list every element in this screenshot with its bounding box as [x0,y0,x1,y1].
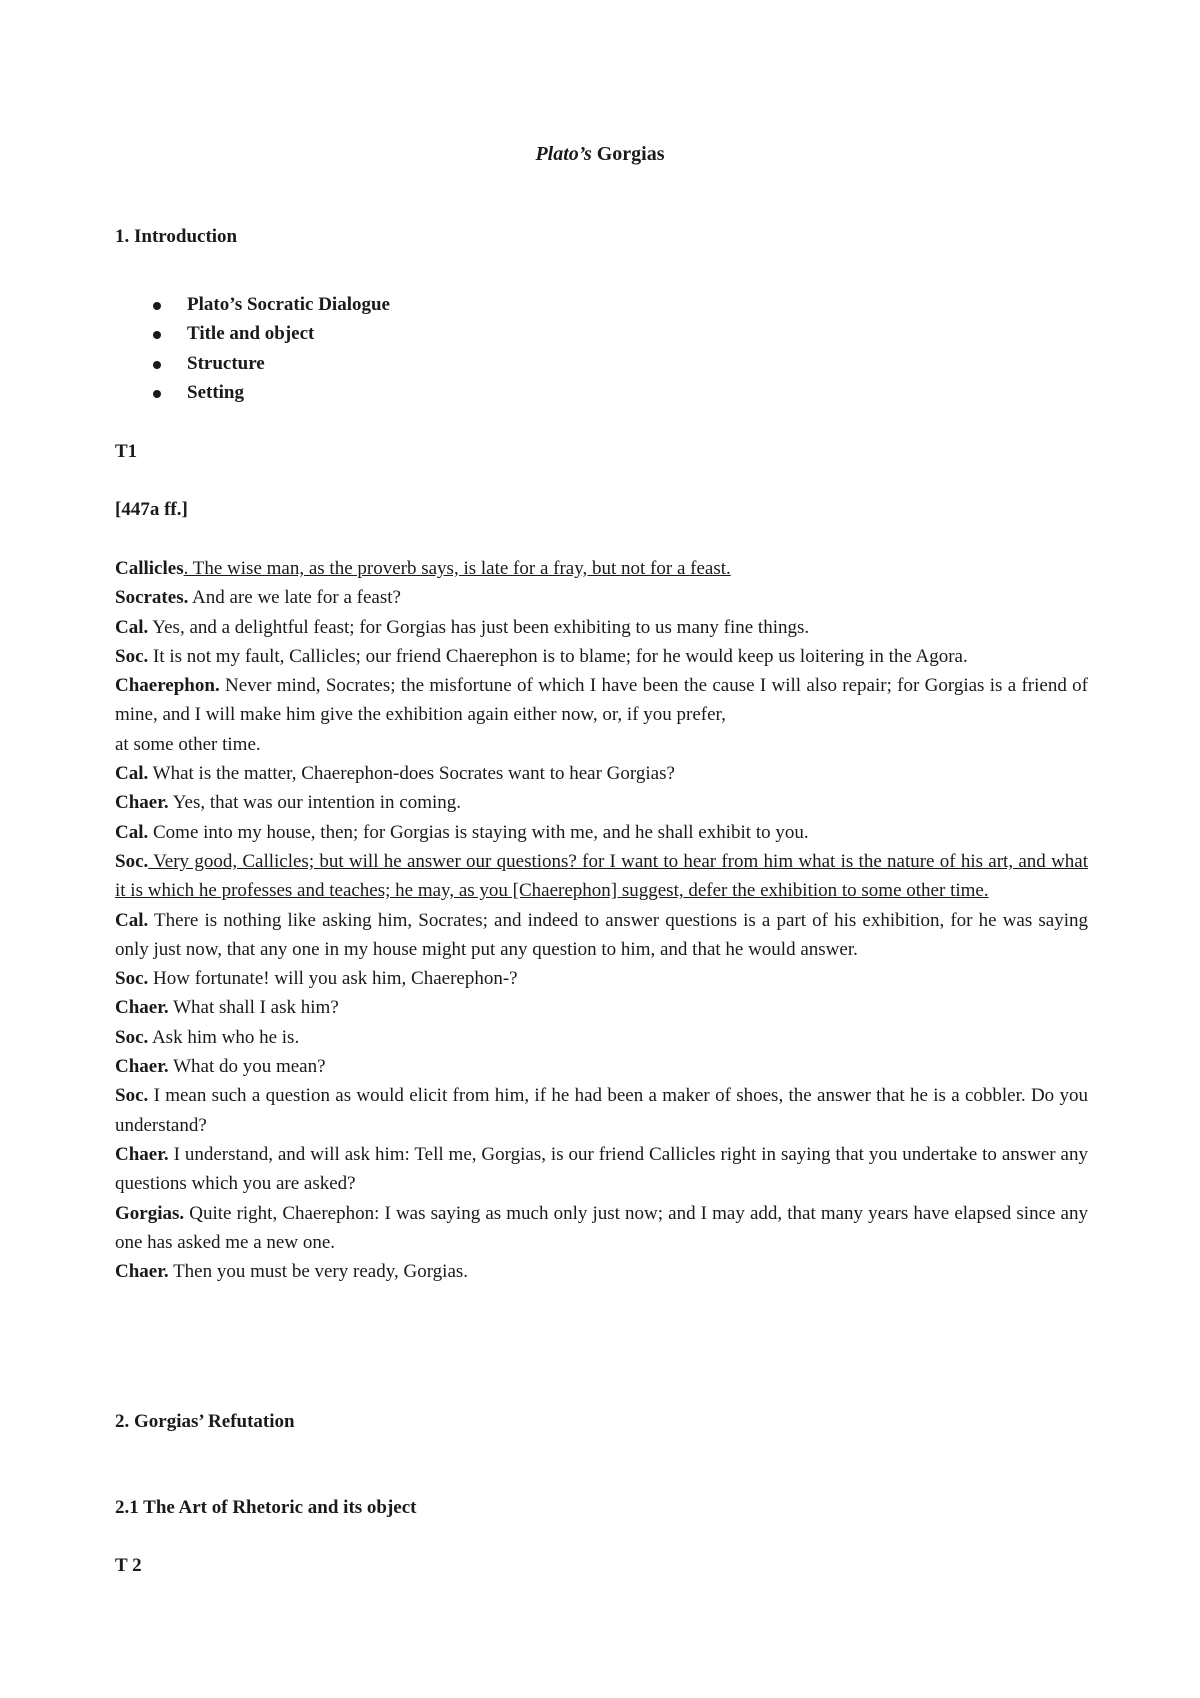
speaker-name: Cal. [115,616,149,638]
bullet-item: Structure [115,349,390,378]
text-label-t2: T 2 [115,1555,142,1576]
dialogue-line [115,583,1088,612]
intro-bullet-list [115,290,390,407]
dialogue-line [115,788,1088,817]
dialogue-line [115,613,1088,642]
bullet-item: Setting [115,378,390,407]
speaker-name: Soc. [115,968,149,990]
speech-text: Yes, and a delightful feast; for Gorgias has just been exhibiting to us many fine things. [148,616,810,638]
speech-text: What do you mean? [168,1056,326,1078]
speech-text: Ask him who he is. [148,1026,300,1048]
speaker-name: Cal. [115,763,149,785]
dialogue-line [115,1140,1088,1199]
speaker-name: Cal. [115,909,149,931]
section-heading-introduction: 1. Introduction [115,226,238,247]
dialogue-passage [115,554,1088,1286]
speaker-name: Callicles [115,558,184,579]
speech-text: Then you must be very ready, Gorgias. [168,1261,469,1283]
speech-text-continuation: at some other time. [115,733,261,755]
speech-text: I understand, and will ask him: Tell me, Gorgias, is our friend Callicles right in saying that you undertake to answer any questions which you are asked? [115,1143,1088,1195]
dialogue-line [115,1257,1088,1286]
speaker-name: Soc. [115,850,149,872]
speaker-name: Chaer. [115,1143,169,1165]
speaker-name: Gorgias. [115,1202,185,1224]
bullet-item: Title and object [115,319,390,348]
speaker-name: Chaer. [115,997,169,1019]
dialogue-line [115,554,1088,583]
speech-text: Very good, Callicles; but will he answer our questions? for I want to hear from him what is the nature of his art, and what it is which he professes and teaches; he may, as you [Chaerephon] suggest, defer the exhibition to some other time. [115,850,1088,902]
speaker-name: Soc. [115,645,149,667]
dialogue-line [115,671,1088,730]
bullet-item: Plato’s Socratic Dialogue [115,290,390,319]
speaker-name: Socrates. [115,587,189,609]
speaker-name: Cal. [115,821,149,843]
dialogue-line [115,759,1088,788]
speech-text: What is the matter, Chaerephon-does Socrates want to hear Gorgias? [148,763,675,785]
dialogue-line [115,818,1088,847]
dialogue-line [115,993,1088,1022]
speaker-name: Chaer. [115,1261,169,1283]
section-heading-gorgias-refutation: 2. Gorgias’ Refutation [115,1411,295,1432]
speech-text: Quite right, Chaerephon: I was saying as much only just now; and I may add, that many years have elapsed since any one has asked me a new one. [115,1202,1088,1253]
passage-reference: [447a ff.] [115,499,188,520]
text-label-t1: T1 [115,441,138,462]
title-italic: Plato’s [535,143,592,165]
document-title [0,143,1200,166]
speaker-name: Soc. [115,1085,149,1107]
speech-text: Yes, that was our intention in coming. [168,792,462,814]
speech-text: Never mind, Socrates; the misfortune of which I have been the cause I will also repair; for Gorgias is a friend of mine, and I will make him give the exhibition again either now, or, if you prefer, [115,675,1088,726]
title-rest: Gorgias [591,143,665,165]
speech-text: It is not my fault, Callicles; our friend Chaerephon is to blame; for he would keep us loitering in the Agora. [148,645,968,667]
speaker-name: Chaer. [115,1056,169,1078]
speech-text: Come into my house, then; for Gorgias is staying with me, and he shall exhibit to you. [148,821,809,843]
dialogue-line [115,1081,1088,1140]
speech-text: I mean such a question as would elicit from him, if he had been a maker of shoes, the answer that he is a cobbler. Do you understand? [115,1085,1088,1136]
speech-text: . The wise man, as the proverb says, is late for a fray, but not for a feast. [183,558,731,579]
dialogue-line [115,847,1088,906]
dialogue-line [115,1052,1088,1081]
dialogue-line [115,964,1088,993]
section-heading-art-of-rhetoric: 2.1 The Art of Rhetoric and its object [115,1497,417,1518]
speech-text: And are we late for a feast? [188,587,401,609]
speaker-name: Chaerephon. [115,675,220,697]
speaker-name: Chaer. [115,792,169,814]
speech-text: How fortunate! will you ask him, Chaerephon-? [148,968,518,990]
dialogue-line [115,642,1088,671]
dialogue-line [115,1023,1088,1052]
speech-text: What shall I ask him? [168,997,339,1019]
speech-text: There is nothing like asking him, Socrates; and indeed to answer questions is a part of his exhibition, for he was saying only just now, that any one in my house might put any question to him, and that he would answer. [115,909,1088,960]
dialogue-line [115,1199,1088,1258]
speaker-name: Soc. [115,1026,149,1048]
dialogue-line [115,906,1088,965]
